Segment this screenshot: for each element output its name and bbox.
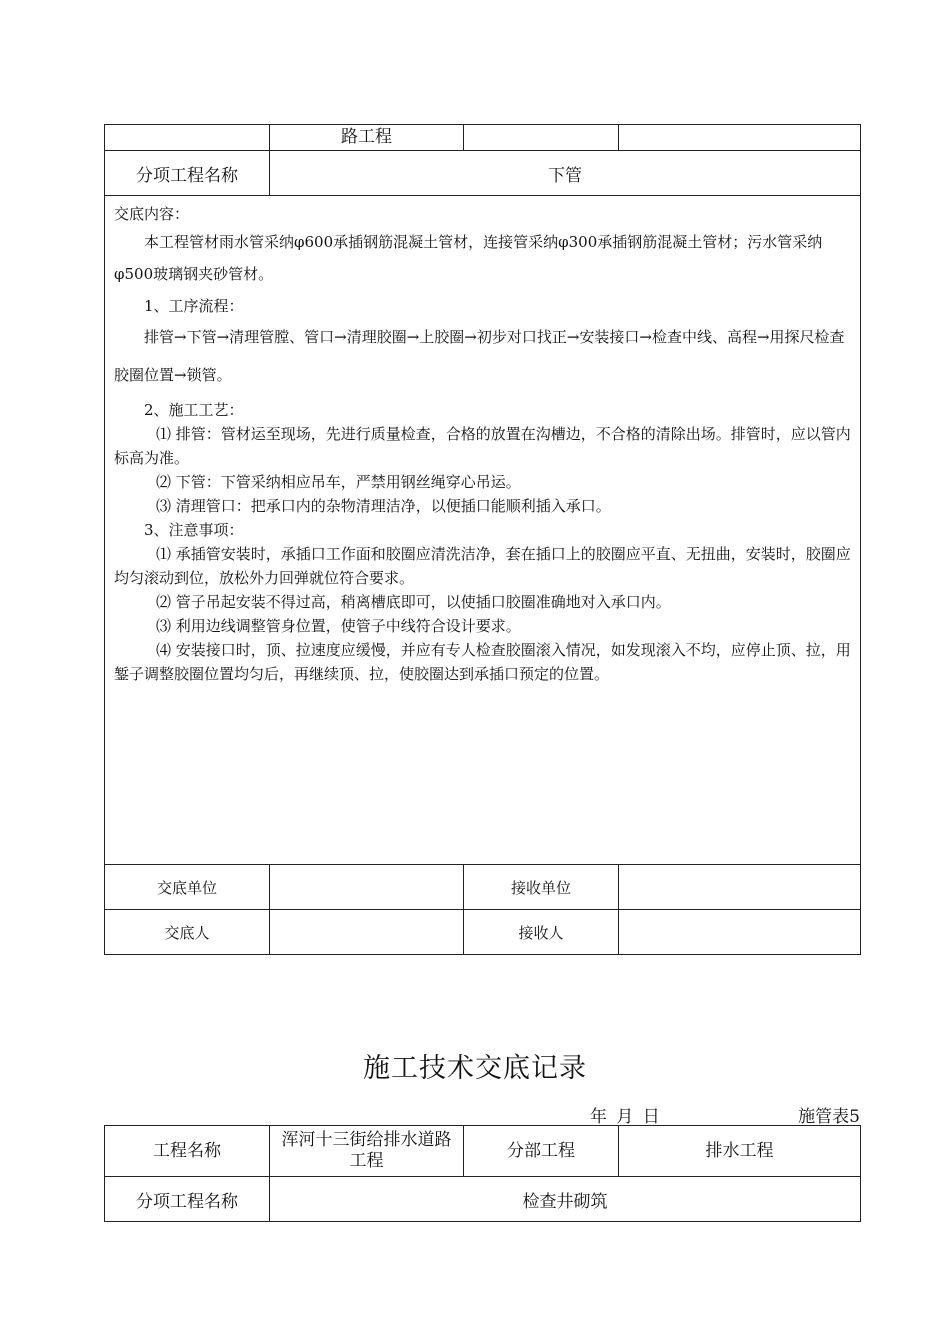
issuing-unit-field — [270, 865, 464, 910]
form-title: 施工技术交底记录 — [363, 1053, 587, 1084]
division-value: 排水工程 — [619, 1126, 861, 1177]
project-name-label-cell — [105, 125, 270, 151]
section1-flow: 排管→下管→清理管膛、管口→清理胶圈→上胶圈→初步对口找正→安装接口→检查中线、高程→用探尺检查胶圈位置→锁管。 — [114, 328, 845, 384]
section3-item: ⑷ 安装接口时，顶、拉速度应缓慢，并应有专人检查胶圈滚入情况，如发现滚入不均，应停止顶、拉，用錾子调整胶圈位置均匀后，再继续顶、拉，使胶圈达到承插口预定的位置。 — [114, 641, 851, 683]
receiver-field — [619, 910, 861, 955]
division-label: 分部工程 — [464, 1126, 619, 1177]
issuer-field — [270, 910, 464, 955]
sub-project-value: 检查井砌筑 — [270, 1177, 861, 1222]
issuer-label: 交底人 — [105, 910, 270, 955]
section3-item: ⑶ 利用边线调整管身位置，使管子中线符合设计要求。 — [156, 617, 521, 635]
form-code: 施管表5 — [798, 1107, 860, 1127]
sub-project-label: 分项工程名称 — [105, 151, 270, 196]
receiver-label: 接收人 — [464, 910, 619, 955]
division-value-cell — [619, 125, 861, 151]
section2-item: ⑴ 排管：管材运至现场，先进行质量检查，合格的放置在沟槽边，不合格的清除出场。排管时，应以管内标高为准。 — [114, 425, 851, 467]
section1-title: 1、工序流程： — [144, 297, 244, 315]
division-label-cell — [464, 125, 619, 151]
content-heading: 交底内容： — [114, 205, 190, 223]
section2-item: ⑶ 清理管口：把承口内的杂物清理洁净，以便插口能顺利插入承口。 — [156, 497, 611, 515]
sub-project-value: 下管 — [270, 151, 861, 196]
section3-item: ⑴ 承插管安装时，承插口工作面和胶圈应清洗洁净，套在插口上的胶圈应平直、无扭曲，安装时，胶圈应均匀滚动到位，放松外力回弹就位符合要求。 — [114, 545, 851, 587]
section3-title: 3、注意事项： — [144, 521, 244, 539]
disclosure-content-cell — [105, 196, 861, 865]
receiving-unit-label: 接收单位 — [464, 865, 619, 910]
issuing-unit-label: 交底单位 — [105, 865, 270, 910]
sub-project-label: 分项工程名称 — [105, 1177, 270, 1222]
disclosure-table-1 — [104, 124, 861, 955]
project-name-value: 浑河十三街给排水道路工程 — [270, 1126, 464, 1177]
section3-item: ⑵ 管子吊起安装不得过高，稍离槽底即可，以使插口胶圈准确地对入承口内。 — [156, 593, 671, 611]
disclosure-table-2 — [104, 1125, 861, 1222]
receiving-unit-field — [619, 865, 861, 910]
project-name-value: 路工程 — [270, 125, 464, 151]
project-name-label: 工程名称 — [105, 1126, 270, 1177]
section2-title: 2、施工工艺： — [144, 401, 244, 419]
intro-paragraph: 本工程管材雨水管采纳φ600承插钢筋混凝土管材，连接管采纳φ300承插钢筋混凝土管材；污水管采纳φ500玻璃钢夹砂管材。 — [114, 233, 823, 283]
section2-item: ⑵ 下管：下管采纳相应吊车，严禁用钢丝绳穿心吊运。 — [156, 473, 521, 491]
date-line: 年 月 日 — [590, 1107, 660, 1127]
